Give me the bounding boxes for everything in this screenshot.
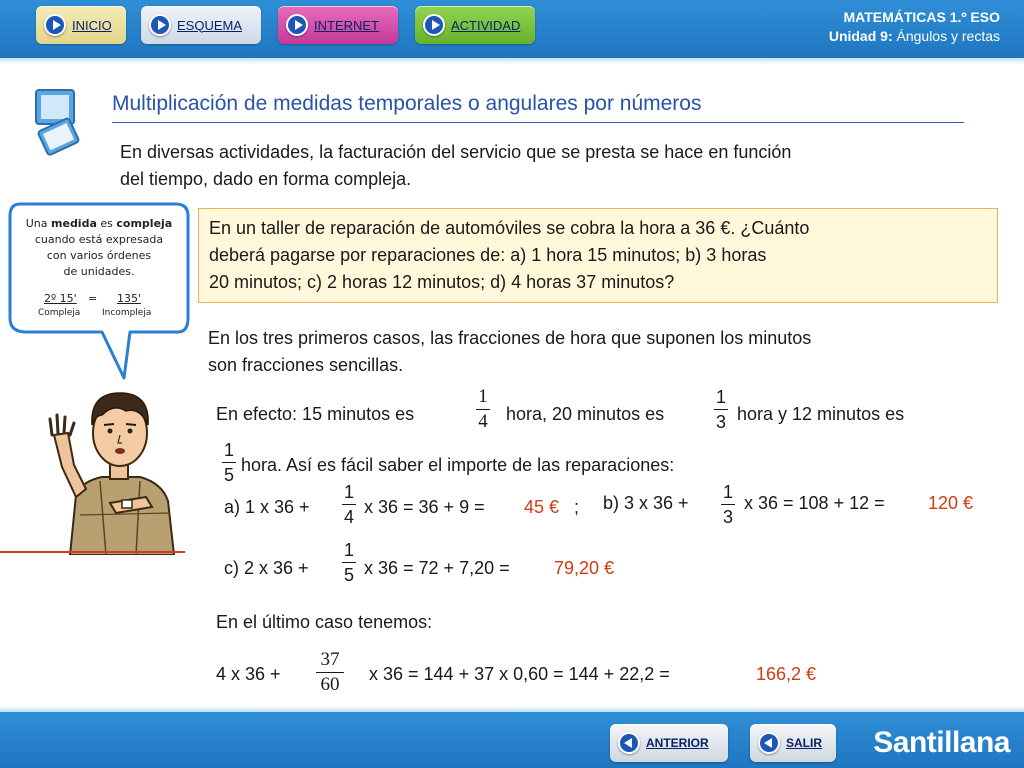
fraction-denominator: 60 — [320, 674, 340, 695]
back-arrow-icon — [758, 732, 780, 754]
incomplex-label: Incompleja — [102, 308, 152, 318]
fraction-bar — [721, 504, 735, 505]
fraction-denominator: 5 — [223, 465, 234, 485]
unit-line — [829, 27, 1000, 46]
monitor-icon — [30, 88, 84, 160]
fractions-text-a: En efecto: 15 minutos es — [216, 404, 415, 424]
calc-c-result: 79,20 € — [554, 558, 615, 578]
calc-c-start: c) 2 x 36 + — [224, 558, 309, 578]
fractions-text-b: hora, 20 minutos es — [506, 404, 665, 424]
fraction-bar — [476, 409, 490, 410]
bubble-equals: = — [88, 292, 98, 305]
intro-line-1: En diversas actividades, la facturación del servicio que se presta se hace en función — [120, 142, 792, 162]
calc-a-result: 45 € — [524, 497, 560, 517]
incomplex-value: 135' — [117, 292, 142, 305]
calc-d-start: 4 x 36 + — [216, 664, 281, 684]
problem-line-1: En un taller de reparación de automóviles se cobra la hora a 36 €. ¿Cuánto — [209, 218, 810, 238]
internet-label: INTERNET — [314, 17, 379, 33]
salir-button[interactable] — [750, 724, 836, 762]
title-underline — [112, 122, 964, 123]
fraction-bar — [342, 504, 356, 505]
bubble-line-3: con varios órdenes — [46, 249, 152, 262]
bubble-line-4: de unidades. — [63, 265, 135, 278]
calc-d-fraction — [316, 650, 344, 695]
problem-line-2: deberá pagarse por reparaciones de: a) 1 hora 15 minutos; b) 3 horas — [209, 245, 767, 265]
fraction-numerator: 37 — [320, 649, 340, 670]
fractions-text-d: hora. Así es fácil saber el importe de las reparaciones: — [241, 455, 675, 475]
unit-header — [829, 8, 1000, 46]
inicio-label: INICIO — [72, 17, 112, 33]
anterior-button[interactable] — [610, 724, 728, 762]
salir-label: SALIR — [786, 736, 822, 750]
internet-button[interactable] — [278, 6, 398, 44]
fraction-numerator: 1 — [343, 482, 354, 502]
fraction-one-third — [714, 387, 728, 432]
fraction-denominator: 4 — [343, 507, 354, 527]
bubble-word: es — [100, 217, 113, 230]
fraction-numerator: 1 — [722, 482, 733, 502]
fractions-text-c: hora y 12 minutos es — [737, 404, 905, 424]
back-arrow-icon — [618, 732, 640, 754]
fraction-numerator: 1 — [343, 540, 354, 560]
bubble-word: Una — [25, 217, 48, 230]
play-icon — [423, 14, 445, 36]
bubble-line-1 — [14, 216, 184, 232]
calc-a-middle: x 36 = 36 + 9 = — [364, 497, 485, 517]
calc-b-result: 120 € — [928, 493, 974, 513]
fraction-denominator: 3 — [722, 507, 733, 527]
calc-b-start: b) 3 x 36 + — [603, 493, 689, 513]
fraction-bar — [316, 672, 344, 673]
esquema-label: ESQUEMA — [177, 17, 243, 33]
complex-label: Compleja — [38, 308, 81, 318]
fraction-one-quarter — [476, 387, 490, 432]
play-icon — [44, 14, 66, 36]
actividad-button[interactable] — [415, 6, 535, 44]
esquema-button[interactable] — [141, 6, 261, 44]
bubble-line-2: cuando está expresada — [34, 233, 164, 246]
fraction-numerator: 1 — [715, 387, 726, 407]
fraction-denominator: 3 — [715, 412, 726, 432]
calc-d-middle: x 36 = 144 + 37 x 0,60 = 144 + 22,2 = — [369, 664, 670, 684]
unit-prefix: Unidad 9: — [828, 28, 893, 44]
actividad-label: ACTIVIDAD — [451, 17, 521, 33]
calc-b-middle: x 36 = 108 + 12 = — [744, 493, 885, 513]
explanation-line-1: En los tres primeros casos, las fracciones de hora que suponen los minutos — [208, 328, 812, 348]
explanation-line-2: son fracciones sencillas. — [208, 355, 404, 375]
fraction-numerator: 1 — [223, 440, 234, 460]
problem-line-3: 20 minutos; c) 2 horas 12 minutos; d) 4 horas 37 minutos? — [209, 272, 675, 292]
page-title: Multiplicación de medidas temporales o angulares por números — [112, 92, 702, 115]
calc-c-fraction — [342, 540, 356, 585]
bubble-word-bold: compleja — [116, 217, 173, 230]
play-icon — [286, 14, 308, 36]
calc-a-fraction — [342, 482, 356, 527]
course-title: MATEMÁTICAS 1.º ESO — [843, 9, 1000, 25]
bottom-bar — [0, 712, 1024, 768]
bubble-word-bold: medida — [51, 217, 97, 230]
calc-d-result: 166,2 € — [756, 664, 817, 684]
anterior-label: ANTERIOR — [646, 736, 709, 750]
bubble-text — [14, 216, 184, 280]
santillana-logo: Santillana — [873, 726, 1010, 759]
unit-title: Ángulos y rectas — [896, 28, 1000, 44]
play-icon — [149, 14, 171, 36]
divider-line — [0, 551, 185, 553]
fraction-bar — [222, 462, 236, 463]
calc-a-tail: ; — [574, 497, 580, 517]
fraction-numerator: 1 — [478, 386, 488, 407]
problem-box — [198, 208, 998, 303]
calc-a-start: a) 1 x 36 + — [224, 497, 310, 517]
fraction-denominator: 4 — [478, 411, 488, 432]
calc-c-middle: x 36 = 72 + 7,20 = — [364, 558, 510, 578]
fraction-bar — [714, 409, 728, 410]
calc-b-fraction — [721, 482, 735, 527]
boy-illustration — [40, 385, 190, 555]
intro-line-2: del tiempo, dado en forma compleja. — [120, 169, 412, 189]
fraction-denominator: 5 — [343, 565, 354, 585]
complex-value: 2º 15' — [44, 292, 77, 305]
inicio-button[interactable] — [36, 6, 126, 44]
last-case-text: En el último caso tenemos: — [216, 612, 433, 632]
fraction-bar — [342, 562, 356, 563]
fraction-one-fifth — [222, 440, 236, 485]
